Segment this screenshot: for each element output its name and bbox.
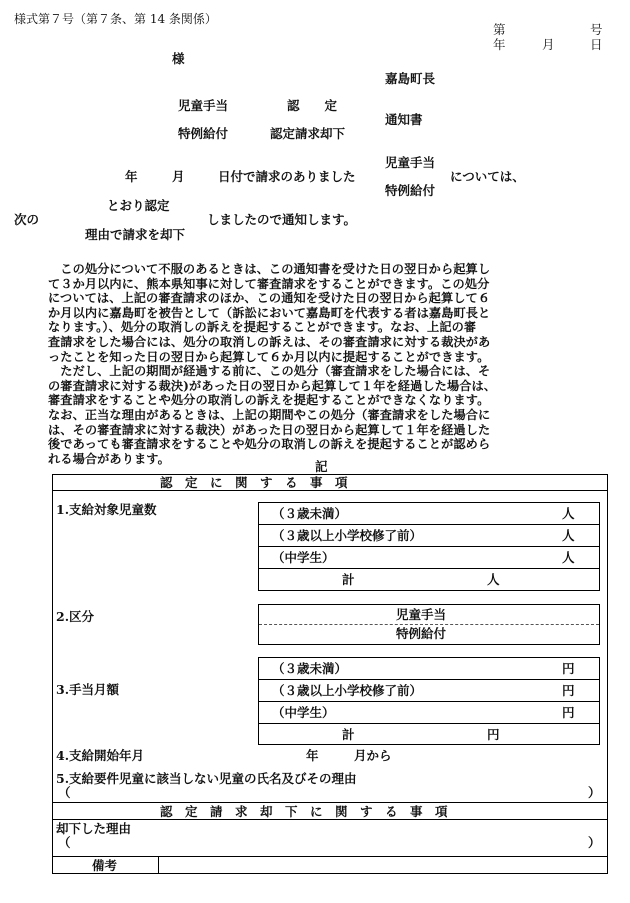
approval-items-header: 認 定 に 関 す る 事 項 bbox=[160, 475, 348, 490]
item3-total-label: 計 bbox=[342, 727, 355, 742]
item3-row-divider bbox=[258, 723, 600, 724]
remarks-col-divider bbox=[158, 856, 159, 874]
body-month: 月 bbox=[172, 169, 185, 184]
item4-label: 4.支給開始年月 bbox=[56, 748, 145, 763]
title-approval-rejection: 認定請求却下 bbox=[270, 126, 346, 141]
date-month-label: 月 bbox=[542, 37, 555, 52]
rejection-header-divider bbox=[52, 819, 608, 820]
item1-row-label: （３歳以上小学校修了前） bbox=[272, 528, 423, 543]
item5-close-paren: ） bbox=[588, 785, 601, 800]
item1-row-divider bbox=[258, 524, 600, 525]
body-allowance-child: 児童手当 bbox=[385, 155, 436, 170]
title-allowance-special: 特例給付 bbox=[178, 126, 229, 141]
title-notice: 通知書 bbox=[385, 112, 423, 127]
paragraph-line: この処分について不服のあるときは、この通知書を受けた日の翌日から起算し bbox=[48, 262, 491, 276]
date-year-label: 年 bbox=[493, 37, 506, 52]
item3-row-label: （中学生） bbox=[272, 705, 335, 720]
item3-row-unit: 円 bbox=[562, 705, 575, 720]
paragraph-line: なお、正当な理由があるときは、上記の期間やこの処分（審査請求をした場合に bbox=[48, 407, 491, 422]
paragraph-line: 審査請求をすることや処分の取消しの訴えを提起することができなくなります。 bbox=[48, 393, 490, 408]
item3-row-divider bbox=[258, 701, 600, 702]
rejection-divider bbox=[52, 802, 608, 803]
date-day-label: 日 bbox=[590, 37, 603, 52]
paragraph-line: なります。）、処分の取消しの訴えを提起することができます。なお、上記の審 bbox=[48, 320, 477, 335]
title-allowance-child: 児童手当 bbox=[178, 98, 229, 113]
item1-row-divider bbox=[258, 568, 600, 569]
paragraph-line: ったことを知った日の翌日から起算して６か月以内に提起することができます。 bbox=[48, 349, 490, 364]
item3-row-unit: 円 bbox=[562, 683, 575, 698]
form-number: 様式第７号（第７条、第 14 条関係） bbox=[14, 12, 217, 26]
rejection-close-paren: ） bbox=[588, 835, 601, 850]
body-as-approved: とおり認定 bbox=[107, 198, 170, 213]
body-allowance-special: 特例給付 bbox=[385, 183, 436, 198]
body-date-phrase: 日付で請求のありました bbox=[218, 169, 356, 184]
item3-row-label: （３歳以上小学校修了前） bbox=[272, 683, 423, 698]
paragraph-line: の審査請求に対する裁決)があった日の翌日から起算して１年を経過した場合は、 bbox=[48, 378, 497, 393]
paragraph-line: は、その審査請求に対する裁決）があった日の翌日から起算して１年を経過した bbox=[48, 422, 491, 437]
title-approval: 認 定 bbox=[287, 98, 338, 113]
number-label: 第 bbox=[493, 22, 506, 37]
remarks-label: 備考 bbox=[92, 858, 118, 873]
body-year: 年 bbox=[125, 169, 138, 184]
item4-year: 年 bbox=[306, 748, 319, 763]
body-about: については、 bbox=[450, 169, 525, 184]
item1-label: 1.支給対象児童数 bbox=[56, 502, 157, 517]
remarks-divider bbox=[52, 856, 608, 857]
rejection-header: 認 定 請 求 却 下 に 関 す る 事 項 bbox=[160, 804, 448, 819]
item1-row-unit: 人 bbox=[562, 528, 575, 543]
paragraph-line: ただし、上記の期間が経過する前に、この処分（審査請求をした場合には、そ bbox=[48, 364, 491, 379]
item3-row-divider bbox=[258, 679, 600, 680]
paragraph-line: か月以内に嘉島町を被告として（訴訟において嘉島町を代表する者は嘉島町長と bbox=[48, 305, 491, 320]
item3-row-unit: 円 bbox=[562, 661, 575, 676]
item3-label: 3.手当月額 bbox=[56, 682, 120, 697]
paragraph-line: 査請求をした場合には、処分の取消しの訴えは、その審査請求に対する裁決があ bbox=[48, 334, 491, 349]
item3-total-unit: 円 bbox=[487, 727, 500, 742]
body-notify-phrase: しましたので通知します。 bbox=[207, 212, 357, 227]
issuer: 嘉島町長 bbox=[385, 71, 436, 86]
paragraph-line: れる場合があります。 bbox=[48, 451, 170, 466]
body-reason-rejection: 理由で請求を却下 bbox=[85, 227, 186, 242]
body-next-of: 次の bbox=[14, 212, 40, 227]
item5-label: 5.支給要件児童に該当しない児童の氏名及びその理由 bbox=[56, 771, 357, 786]
record-ki: 記 bbox=[315, 459, 328, 474]
item2-dashed-divider bbox=[259, 624, 599, 625]
item2-option-child: 児童手当 bbox=[396, 607, 447, 622]
item5-open-paren: （ bbox=[58, 785, 71, 800]
item4-month: 月から bbox=[354, 748, 392, 763]
number-suffix: 号 bbox=[590, 22, 603, 37]
item1-row-unit: 人 bbox=[562, 506, 575, 521]
appeal-notice-paragraph bbox=[48, 262, 608, 466]
item1-total-unit: 人 bbox=[487, 572, 500, 587]
rejection-reason-label: 却下した理由 bbox=[56, 821, 132, 836]
item1-total-label: 計 bbox=[342, 572, 355, 587]
item2-option-special: 特例給付 bbox=[396, 626, 447, 641]
item1-row-label: （中学生） bbox=[272, 550, 335, 565]
item1-row-unit: 人 bbox=[562, 550, 575, 565]
item2-label: 2.区分 bbox=[56, 609, 95, 624]
paragraph-line: については、上記の審査請求のほか、この通知を受けた日の翌日から起算して６ bbox=[48, 291, 491, 306]
addressee-suffix: 様 bbox=[172, 51, 185, 66]
item1-row-divider bbox=[258, 546, 600, 547]
item1-row-label: （３歳未満） bbox=[272, 506, 348, 521]
paragraph-line: て３か月以内に、熊本県知事に対して審査請求をすることができます。この処分 bbox=[48, 276, 490, 291]
paragraph-line: 後であっても審査請求をすることや処分の取消しの訴えを提起することが認めら bbox=[48, 437, 491, 452]
rejection-open-paren: （ bbox=[58, 835, 71, 850]
header-divider bbox=[52, 490, 608, 491]
item3-row-label: （３歳未満） bbox=[272, 661, 348, 676]
